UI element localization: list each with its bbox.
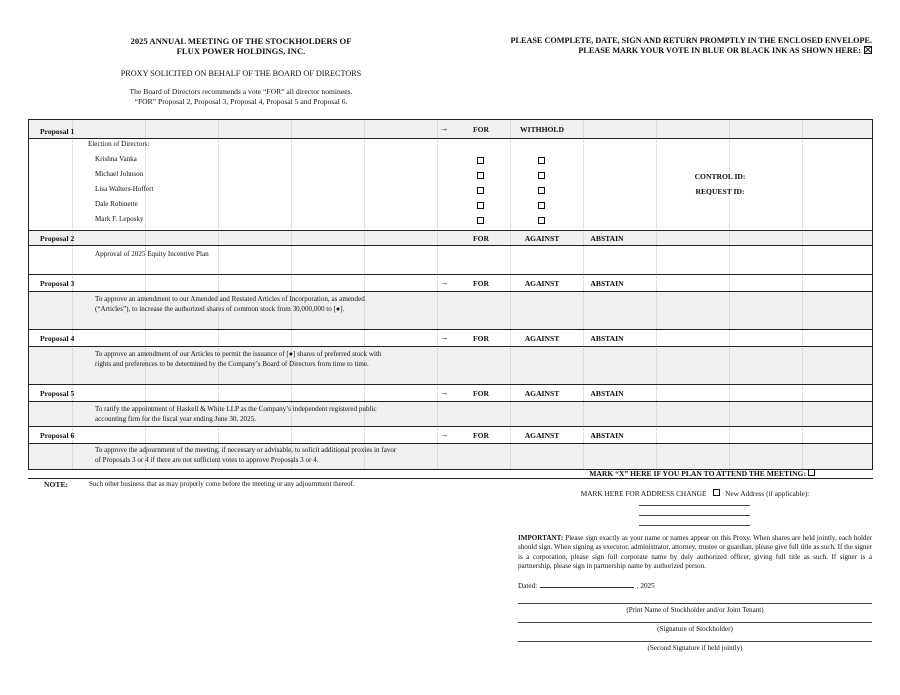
table-border — [28, 426, 873, 427]
signature-label: (Signature of Stockholder) — [657, 625, 733, 633]
signature-line[interactable] — [518, 622, 872, 623]
table-border — [28, 443, 873, 444]
table-border — [28, 230, 873, 231]
dated-label: Dated: — [518, 582, 538, 590]
board-recommendation — [60, 87, 422, 106]
grid-line — [437, 119, 438, 469]
proposal5-against-header: AGAINST — [524, 389, 560, 398]
note-label: NOTE: — [44, 480, 69, 489]
proposal2-header-band — [28, 231, 872, 245]
nominee-2: Michael Johnson — [95, 170, 144, 178]
proposal2-label: Proposal 2 — [40, 234, 75, 243]
election-of-directors: Election of Directors: — [88, 140, 150, 148]
meeting-title-line1: 2025 ANNUAL MEETING OF THE STOCKHOLDERS OF — [130, 36, 352, 46]
nominee-1: Krishna Vanka — [95, 155, 137, 163]
address-change-label: MARK HERE FOR ADDRESS CHANGE — [580, 489, 707, 498]
proposal3-desc-line2: (“Articles”), to increase the authorized shares of common stock from 30,000,000 to [●]. — [95, 304, 345, 313]
new-address-label: New Address (if applicable): — [725, 489, 810, 498]
note-text: Such other business that as may properly come before the meeting or any adjournment thereof. — [89, 480, 355, 488]
print-name-label: (Print Name of Stockholder and/or Joint Tenant) — [626, 606, 764, 614]
table-border — [28, 329, 873, 330]
proposal1-header-band — [28, 120, 872, 138]
proposal3-against-header: AGAINST — [524, 279, 560, 288]
proposal6-against-header: AGAINST — [524, 431, 560, 440]
table-border — [28, 274, 873, 275]
request-id: REQUEST ID: — [695, 187, 745, 196]
arrow-icon: → — [440, 277, 449, 287]
table-border — [28, 291, 873, 292]
table-border — [28, 478, 873, 479]
proposal1-for-header: FOR — [472, 125, 490, 134]
nominee-1-for-checkbox[interactable] — [477, 157, 484, 164]
dated-row — [518, 580, 655, 590]
print-name-line[interactable] — [518, 603, 872, 604]
board-rec-line2: “FOR” Proposal 2, Proposal 3, Proposal 4, Proposal 5 and Proposal 6. — [134, 96, 348, 106]
important-text: Please sign exactly as your name or names appear on this Proxy. When shares are held jointly, each holder should sign. When signing as executor, administrator, attorney, trustee or guardian, please give full title as such. If the signer is a corporation, please sign full corporate name by duly authorized officer, giving full title as such. If signer is a partnership, please sign in partnership name by authorized person. — [518, 534, 872, 570]
proposal6-desc-line2: of Proposals 3 or 4 if there are not sufficient votes to approve Proposals 3 or 4. — [95, 455, 319, 464]
proposal5-for-header: FOR — [472, 389, 490, 398]
board-rec-line1: The Board of Directors recommends a vote “FOR” all director nominees. — [129, 87, 353, 96]
nominee-5-for-checkbox[interactable] — [477, 217, 484, 224]
proposal4-description — [95, 350, 381, 369]
proposal5-desc-line2: accounting firm for the fiscal year ending June 30, 2025. — [95, 414, 256, 423]
arrow-icon: → — [440, 332, 449, 342]
nominee-2-for-checkbox[interactable] — [477, 172, 484, 179]
instructions-header — [470, 36, 872, 56]
arrow-icon: → — [440, 123, 449, 133]
attend-meeting-label: MARK “X” HERE IF YOU PLAN TO ATTEND THE MEETING: — [589, 469, 806, 478]
table-border — [28, 119, 873, 120]
nominee-3: Lisa Walters-Hoffert — [95, 185, 154, 193]
proposal5-description — [95, 405, 377, 424]
address-change-checkbox[interactable] — [713, 489, 720, 496]
arrow-icon: → — [440, 387, 449, 397]
table-border — [28, 384, 873, 385]
proposal1-label: Proposal 1 — [40, 127, 75, 136]
instructions-line1: PLEASE COMPLETE, DATE, SIGN AND RETURN PROMPTLY IN THE ENCLOSED ENVELOPE. — [510, 36, 872, 45]
proposal3-abstain-header: ABSTAIN — [590, 279, 624, 288]
important-notice — [518, 534, 872, 571]
proposal6-label: Proposal 6 — [40, 431, 75, 440]
nominee-4: Dale Robinette — [95, 200, 138, 208]
table-border — [28, 346, 873, 347]
proposal4-against-header: AGAINST — [524, 334, 560, 343]
proposal5-label: Proposal 5 — [40, 389, 75, 398]
checked-box-icon — [864, 46, 872, 54]
nominee-4-withhold-checkbox[interactable] — [538, 202, 545, 209]
date-field[interactable] — [540, 580, 634, 588]
proposal3-desc-line1: To approve an amendment to our Amended and Restated Articles of Incorporation, as amended — [95, 295, 365, 303]
proposal3-label: Proposal 3 — [40, 279, 75, 288]
nominee-3-withhold-checkbox[interactable] — [538, 187, 545, 194]
address-line[interactable] — [639, 505, 750, 506]
proposal4-for-header: FOR — [472, 334, 490, 343]
grid-line — [583, 119, 584, 469]
proposal4-abstain-header: ABSTAIN — [590, 334, 624, 343]
table-border — [28, 138, 873, 139]
table-border — [28, 401, 873, 402]
nominee-1-withhold-checkbox[interactable] — [538, 157, 545, 164]
nominee-5-withhold-checkbox[interactable] — [538, 217, 545, 224]
proposal3-description — [95, 295, 365, 314]
attend-meeting — [560, 469, 815, 478]
proposal2-abstain-header: ABSTAIN — [590, 234, 624, 243]
control-id: CONTROL ID: — [694, 172, 746, 181]
meeting-title — [60, 36, 422, 56]
arrow-icon: → — [440, 429, 449, 439]
nominee-2-withhold-checkbox[interactable] — [538, 172, 545, 179]
proposal4-label: Proposal 4 — [40, 334, 75, 343]
table-border — [28, 245, 873, 246]
proposal6-description — [95, 446, 396, 465]
proposal3-for-header: FOR — [472, 279, 490, 288]
proposal5-desc-line1: To ratify the appointment of Haskell & White LLP as the Company’s independent registered public — [95, 405, 377, 413]
proposal6-abstain-header: ABSTAIN — [590, 431, 624, 440]
proxy-solicited: PROXY SOLICITED ON BEHALF OF THE BOARD OF DIRECTORS — [120, 69, 362, 78]
meeting-title-line2: FLUX POWER HOLDINGS, INC. — [176, 46, 306, 56]
proposal2-against-header: AGAINST — [524, 234, 560, 243]
nominee-4-for-checkbox[interactable] — [477, 202, 484, 209]
nominee-5: Mark F. Leposky — [95, 215, 144, 223]
second-signature-label: (Second Signature if held jointly) — [647, 644, 743, 652]
proposal6-for-header: FOR — [472, 431, 490, 440]
grid-line — [510, 119, 511, 469]
attend-meeting-checkbox[interactable] — [808, 469, 815, 476]
proposal2-description: Approval of 2025 Equity Incentive Plan — [95, 250, 209, 258]
table-border — [28, 119, 29, 470]
proposal2-for-header: FOR — [472, 234, 490, 243]
second-signature-line[interactable] — [518, 641, 872, 642]
proposal1-withhold-header: WITHHOLD — [520, 125, 564, 134]
nominee-3-for-checkbox[interactable] — [477, 187, 484, 194]
address-line[interactable] — [639, 525, 750, 526]
address-change — [518, 489, 872, 498]
address-line[interactable] — [639, 515, 750, 516]
proposal6-desc-line1: To approve the adjournment of the meeting, if necessary or advisable, to solicit additional proxies in favor — [95, 446, 397, 454]
instructions-line2: PLEASE MARK YOUR VOTE IN BLUE OR BLACK INK AS SHOWN HERE: — [578, 46, 861, 55]
table-border — [872, 119, 873, 470]
proposal5-abstain-header: ABSTAIN — [590, 389, 624, 398]
grid-line — [802, 119, 803, 469]
important-label: IMPORTANT: — [518, 534, 564, 542]
proposal4-desc-line2: rights and preferences to be determined by the Company’s Board of Directors from time to time. — [95, 359, 369, 368]
grid-line — [72, 119, 73, 469]
dated-year: , 2025 — [636, 582, 655, 590]
proposal4-desc-line1: To approve an amendment of our Articles to permit the issuance of [●] shares of preferred stock with — [95, 350, 382, 358]
